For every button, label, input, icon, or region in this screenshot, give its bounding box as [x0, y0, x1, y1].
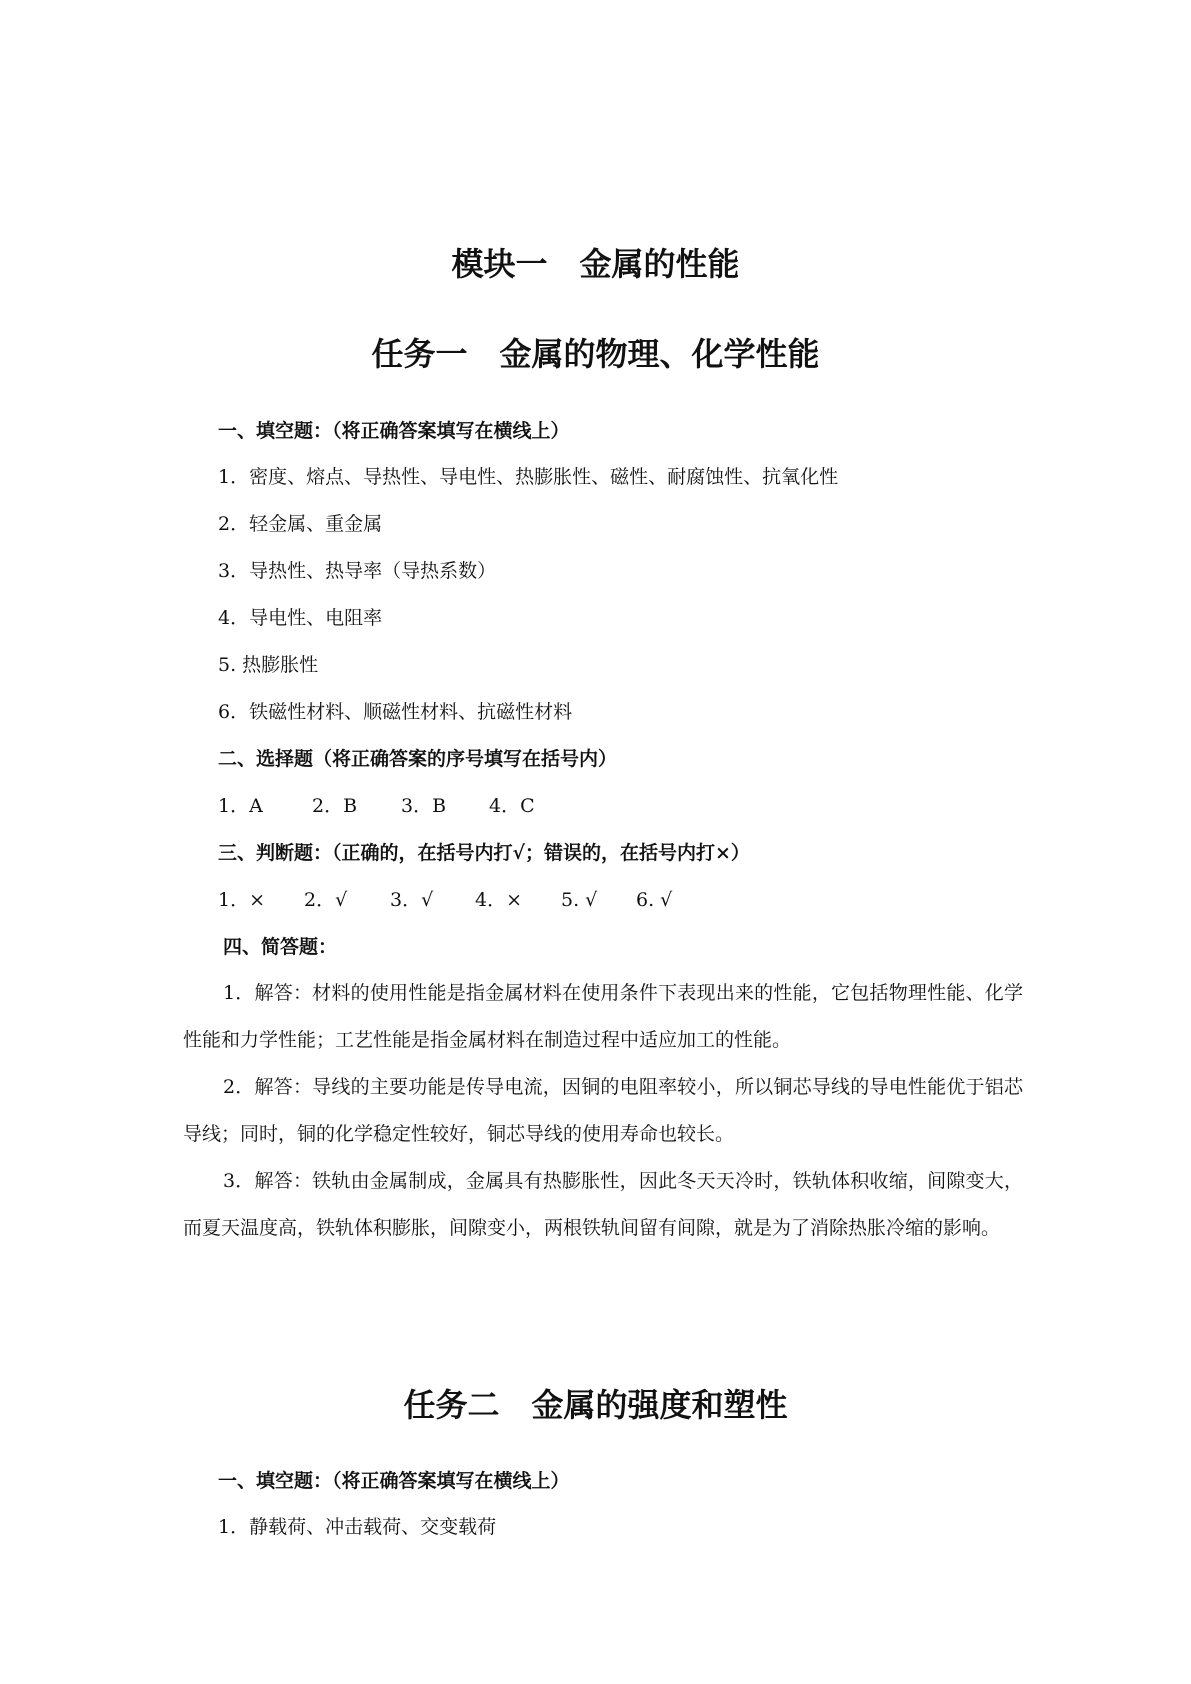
- judge-answer: 4．×: [475, 889, 523, 911]
- module-title: 模块一 金属的性能: [451, 245, 740, 283]
- judge-answer: 6. √: [636, 889, 673, 911]
- task2-title: 任务二 金属的强度和塑性: [403, 1386, 788, 1424]
- task2-fill-heading: 一、填空题：（将正确答案填写在横线上）: [218, 1470, 570, 1492]
- short-answer-1: 1．解答：材料的使用性能是指金属材料在使用条件下表现出来的性能，它包括物理性能、化学性能和力学性能；工艺性能是指金属材料在制造过程中适应加工的性能。: [183, 982, 1023, 1051]
- judge-answer: 3．√: [390, 889, 434, 911]
- task1-fill-item-6: 6．铁磁性材料、顺磁性材料、抗磁性材料: [218, 701, 573, 723]
- choice-answer: 4．C: [489, 795, 535, 817]
- choice-answer: 2．B: [312, 795, 358, 817]
- judge-answer: 5. √: [561, 889, 598, 911]
- judge-answer: 2．√: [304, 889, 348, 911]
- task2-fill-item-1: 1．静载荷、冲击载荷、交变载荷: [218, 1516, 497, 1538]
- short-answer-2: 2．解答：导线的主要功能是传导电流，因铜的电阻率较小，所以铜芯导线的导电性能优于铝芯导线；同时，铜的化学稳定性较好，铜芯导线的使用寿命也较长。: [183, 1076, 1023, 1145]
- choice-answer: 3．B: [401, 795, 447, 817]
- task1-fill-item-3: 3．导热性、热导率（导热系数）: [218, 560, 497, 582]
- choice-answer: 1．A: [218, 795, 263, 817]
- task1-choice-answers: [218, 793, 535, 819]
- task1-title: 任务一 金属的物理、化学性能: [371, 335, 820, 373]
- judge-answer: 1．×: [218, 889, 266, 911]
- task1-short-heading: 四、简答题：: [223, 936, 338, 958]
- task1-fill-item-1: 1．密度、熔点、导热性、导电性、热膨胀性、磁性、耐腐蚀性、抗氧化性: [218, 466, 839, 488]
- task1-fill-item-2: 2．轻金属、重金属: [218, 513, 383, 535]
- task1-fill-item-4: 4．导电性、电阻率: [218, 607, 383, 629]
- task1-judge-answers: [218, 887, 672, 913]
- task1-fill-item-5: 5. 热膨胀性: [218, 654, 319, 676]
- task1-fill-heading: 一、填空题：（将正确答案填写在横线上）: [218, 420, 570, 442]
- task1-choice-heading: 二、选择题（将正确答案的序号填写在括号内）: [218, 748, 618, 770]
- task1-judge-heading: 三、判断题：（正确的，在括号内打√；错误的，在括号内打×）: [218, 842, 750, 864]
- short-answer-3: 3．解答：铁轨由金属制成，金属具有热膨胀性，因此冬天天冷时，铁轨体积收缩，间隙变大，而夏天温度高，铁轨体积膨胀，间隙变小，两根铁轨间留有间隙，就是为了消除热胀冷缩的影响。: [183, 1170, 1023, 1239]
